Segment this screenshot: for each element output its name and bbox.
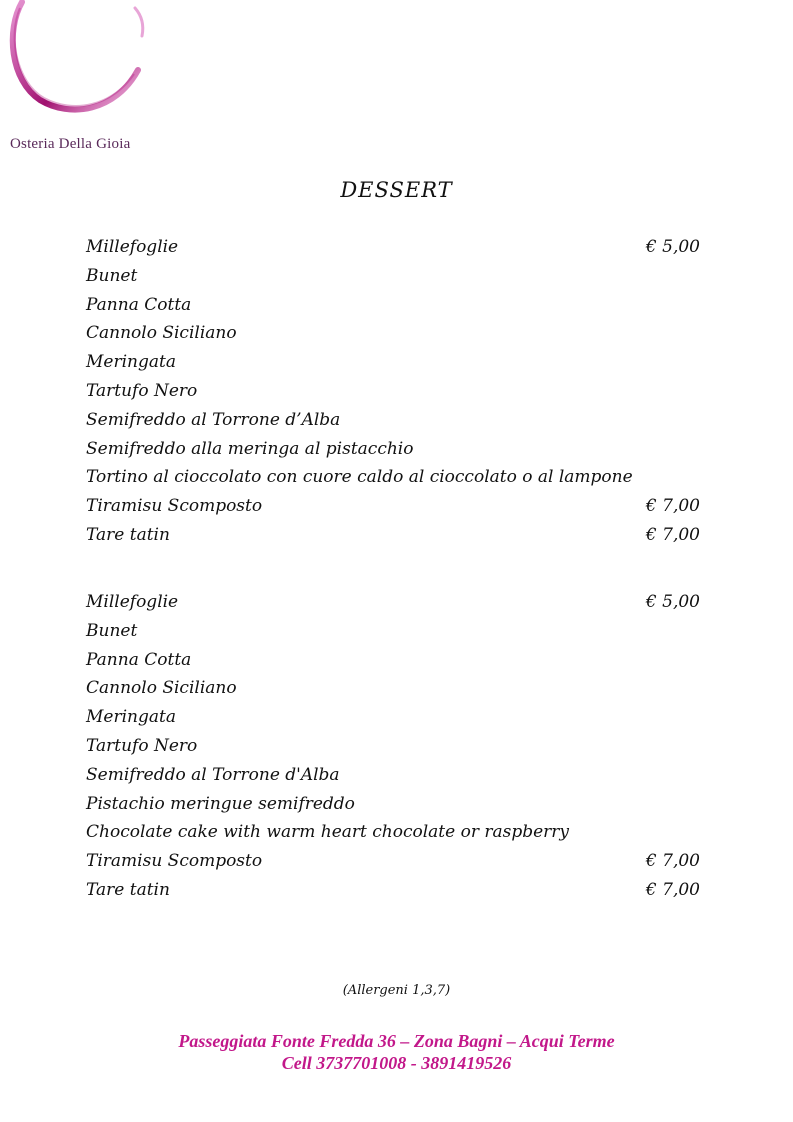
menu-item: [86, 847, 700, 876]
menu-item: [86, 435, 700, 464]
menu-english: [86, 588, 700, 905]
menu-item-name: Tare tatin: [86, 524, 170, 545]
menu-item: [86, 492, 700, 521]
menu-item: [86, 703, 700, 732]
menu-item-price: € 7,00: [645, 524, 700, 545]
menu-item: [86, 876, 700, 905]
menu-item-name: Panna Cotta: [86, 649, 192, 670]
menu-item: [86, 761, 700, 790]
page-title: DESSERT: [340, 178, 453, 202]
menu-item: [86, 319, 700, 348]
menu-item: [86, 732, 700, 761]
menu-item-name: Panna Cotta: [86, 294, 192, 315]
menu-item-name: Chocolate cake with warm heart chocolate or raspberry: [86, 822, 570, 843]
logo-ring-icon: [0, 0, 160, 130]
menu-item-name: Semifreddo alla meringa al pistacchio: [86, 438, 414, 459]
menu-item-name: Tare tatin: [86, 879, 170, 900]
menu-item: [86, 291, 700, 320]
menu-item-price: € 5,00: [645, 237, 700, 257]
menu-item: [86, 233, 700, 262]
menu-item-name: Tartufo Nero: [86, 735, 198, 756]
footer-address: Passeggiata Fonte Fredda 36 – Zona Bagni – Acqui Terme: [178, 1031, 615, 1051]
menu-item-price: € 5,00: [645, 592, 700, 612]
menu-item-name: Semifreddo al Torrone d’Alba: [86, 409, 341, 430]
menu-item-name: Tortino al cioccolato con cuore caldo al cioccolato o al lampone: [86, 467, 633, 488]
menu-item: [86, 790, 700, 819]
menu-item-name: Pistachio meringue semifreddo: [86, 793, 355, 814]
footer: [0, 1030, 793, 1074]
menu-item-name: Tiramisu Scomposto: [86, 496, 263, 517]
menu-item-name: Cannolo Siciliano: [86, 678, 237, 699]
menu-item: [86, 377, 700, 406]
menu-item-name: Tartufo Nero: [86, 380, 198, 401]
menu-item-name: Millefoglie: [86, 237, 179, 257]
menu-item-price: € 7,00: [645, 496, 700, 517]
menu-item-name: Bunet: [86, 265, 138, 286]
allergens-note: (Allergeni 1,3,7): [342, 983, 451, 998]
menu-item: [86, 463, 700, 492]
menu-item-name: Meringata: [86, 352, 176, 373]
menu-item-name: Semifreddo al Torrone d'Alba: [86, 764, 340, 785]
menu-item-name: Cannolo Siciliano: [86, 323, 237, 344]
menu-item-name: Meringata: [86, 707, 176, 728]
menu-item: [86, 262, 700, 291]
menu-item: [86, 646, 700, 675]
menu-item: [86, 521, 700, 550]
menu-item-name: Tiramisu Scomposto: [86, 851, 263, 872]
menu-item: [86, 348, 700, 377]
menu-item-name: Bunet: [86, 620, 138, 641]
menu-item: [86, 617, 700, 646]
footer-phone: Cell 3737701008 - 3891419526: [281, 1053, 512, 1073]
menu-item-price: € 7,00: [645, 879, 700, 900]
menu-item: [86, 674, 700, 703]
brand-name: Osteria Della Gioia: [10, 136, 131, 152]
menu-item-price: € 7,00: [645, 851, 700, 872]
menu-item-name: Millefoglie: [86, 592, 179, 612]
menu-item: [86, 588, 700, 617]
menu-item: [86, 406, 700, 435]
menu-item: [86, 818, 700, 847]
menu-italian: [86, 233, 700, 550]
